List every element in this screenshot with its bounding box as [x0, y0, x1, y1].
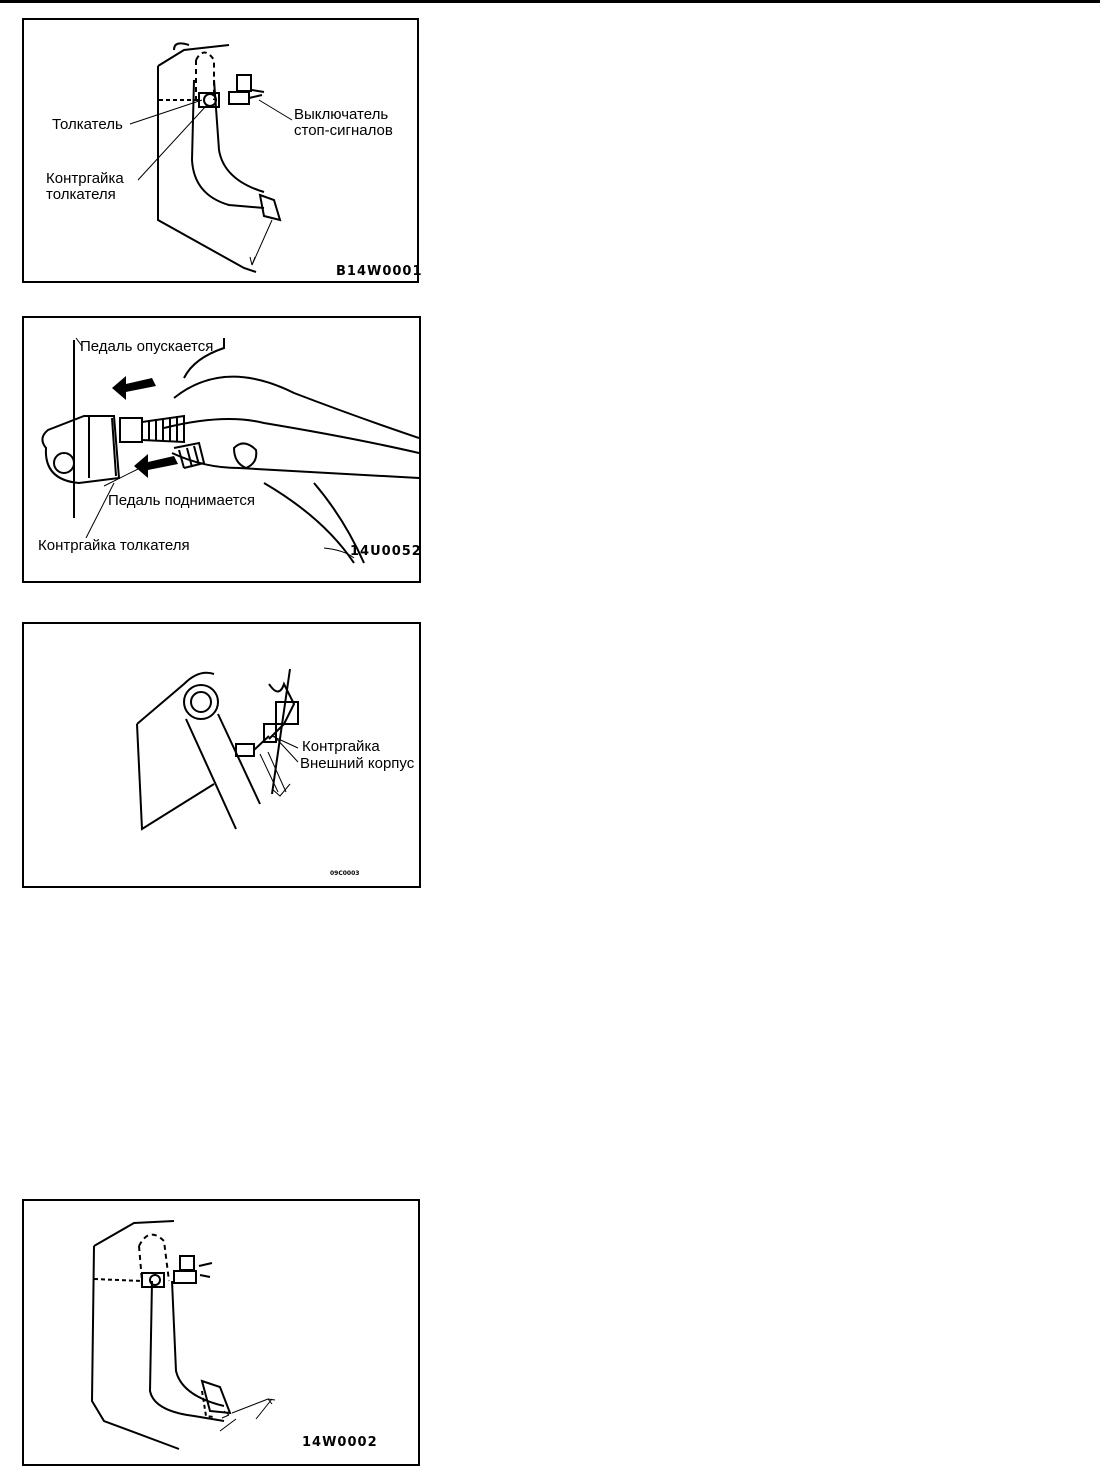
label-pedal-down: Педаль опускается [80, 338, 214, 355]
label-pushrod: Толкатель [52, 116, 123, 133]
label-pushrod-locknut: Контргайка толкателя [38, 537, 190, 554]
figure-code: 14W0002 [302, 1435, 378, 1450]
figure-code: B14W0001 [336, 264, 423, 279]
figure-switch-clearance [22, 622, 421, 888]
figure-pushrod-adjust [22, 316, 421, 583]
label-brake-switch-line1: Выключатель [294, 106, 389, 123]
label-pedal-up: Педаль поднимается [108, 492, 255, 509]
label-locknut: Контргайка [302, 738, 380, 755]
label-brake-switch-line2: стоп-сигналов [294, 122, 393, 139]
page-top-rule [0, 0, 1100, 3]
figure-pedal-free-play [22, 1199, 420, 1466]
figure-code: 09C0003 [330, 870, 360, 877]
label-pushrod-locknut-line2: толкателя [46, 186, 116, 203]
label-outer-body: Внешний корпус [300, 755, 415, 772]
figure-pedal-height [22, 18, 423, 283]
figure-code: 14U0052 [350, 544, 422, 559]
pedal-freeplay-drawing [24, 1201, 418, 1464]
pedal-diagram-drawing [24, 20, 417, 281]
label-pushrod-locknut-line1: Контргайка [46, 170, 124, 187]
